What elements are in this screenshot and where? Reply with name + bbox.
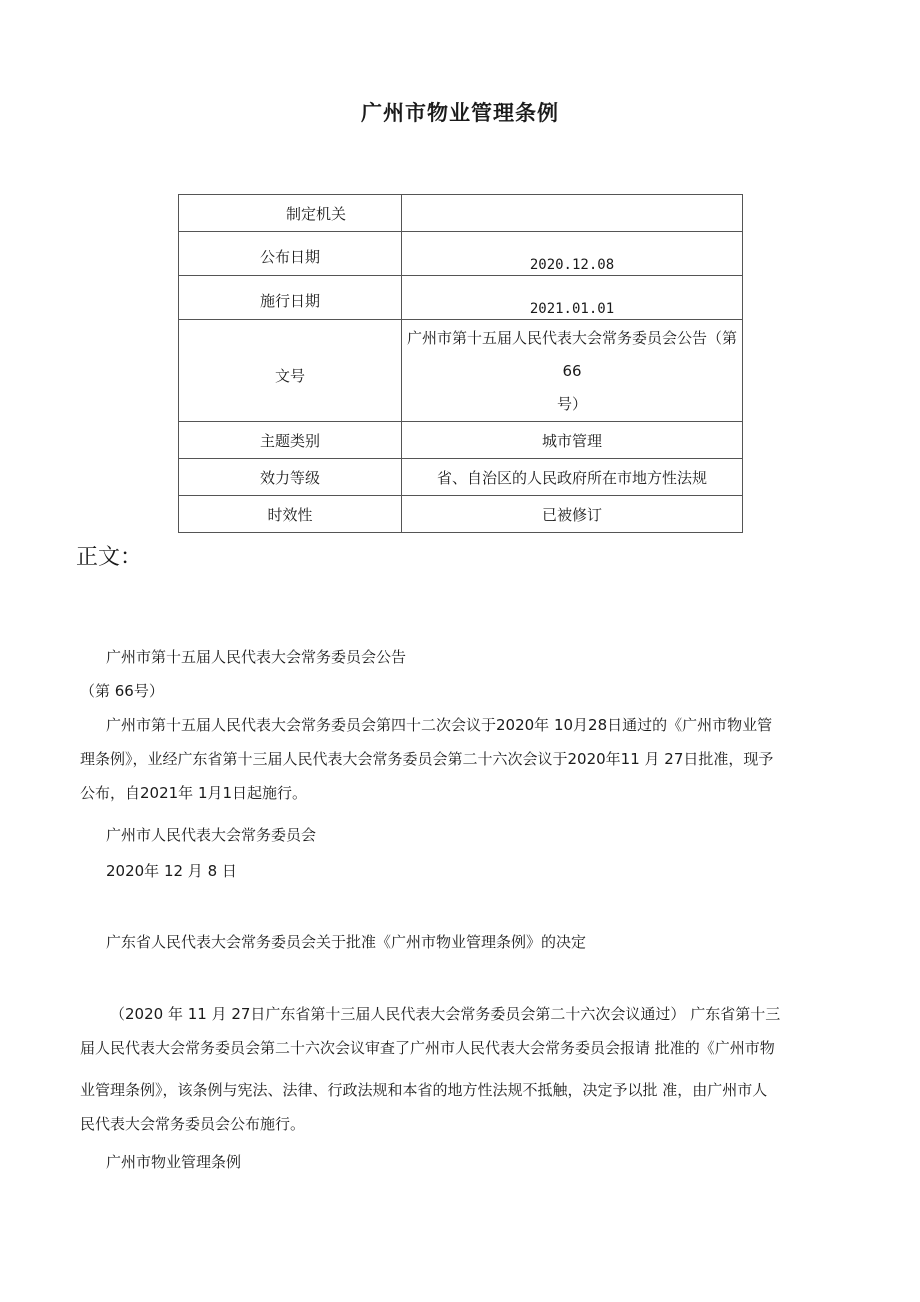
announce-text-line-2: 理条例》，业经广东省第十三届人民代表大会常务委员会第二十六次会议于2020年11 月 27日批准，现予 [80, 750, 774, 768]
topic-label: 主题类别 [179, 422, 402, 459]
doc-no-value-line-2: 号） [556, 395, 587, 413]
meta-row-status [179, 496, 743, 533]
issuer: 广州市人民代表大会常务委员会 [106, 826, 317, 844]
decision-text-line-2: 届人民代表大会常务委员会第二十六次会议审查了广州市人民代表大会常务委员会报请 批准的《广州市物 [80, 1039, 775, 1057]
decision-text-line-1: （2020 年 11 月 27日广东省第十三届人民代表大会常务委员会第二十六次会议通过） 广东省第十三 [110, 1005, 781, 1023]
doc-no-value [402, 320, 743, 422]
authority-label: 制定机关 [179, 195, 402, 232]
announce-text-line-3: 公布，自2021年 1月1日起施行。 [80, 784, 308, 802]
meta-row-eff-date [179, 276, 743, 320]
announce-title: 广州市第十五届人民代表大会常务委员会公告 [106, 648, 407, 666]
issue-date: 2020年 12 月 8 日 [106, 862, 237, 880]
level-label: 效力等级 [179, 459, 402, 496]
doc-no-value-line-1: 广州市第十五届人民代表大会常务委员会公告（第66 [406, 329, 737, 380]
regulation-title: 广州市物业管理条例 [106, 1153, 242, 1171]
meta-row-authority [179, 195, 743, 232]
level-value: 省、自治区的人民政府所在市地方性法规 [402, 459, 743, 496]
status-label: 时效性 [179, 496, 402, 533]
topic-value: 城市管理 [402, 422, 743, 459]
decision-text-line-4: 民代表大会常务委员会公布施行。 [80, 1115, 306, 1133]
decision-text-line-3: 业管理条例》，该条例与宪法、法律、行政法规和本省的地方性法规不抵触，决定予以批 准，由广州市人 [80, 1081, 768, 1099]
decision-title: 广东省人民代表大会常务委员会关于批准《广州市物业管理条例》的决定 [106, 933, 587, 951]
meta-row-doc-no [179, 320, 743, 422]
metadata-table [178, 194, 743, 533]
authority-value [402, 195, 743, 232]
meta-row-topic [179, 422, 743, 459]
eff-date-label: 施行日期 [179, 276, 402, 320]
document-title: 广州市物业管理条例 [361, 101, 559, 125]
eff-date-value: 2021.01.01 [402, 276, 743, 320]
pub-date-label: 公布日期 [179, 232, 402, 276]
meta-row-level [179, 459, 743, 496]
announce-number: （第 66号） [80, 682, 164, 700]
body-heading: 正文： [76, 545, 143, 570]
doc-no-label: 文号 [179, 320, 402, 422]
pub-date-value: 2020.12.08 [402, 232, 743, 276]
status-value: 已被修订 [402, 496, 743, 533]
meta-row-pub-date [179, 232, 743, 276]
announce-text-line-1: 广州市第十五届人民代表大会常务委员会第四十二次会议于2020年 10月28日通过的《广州市物业管 [106, 716, 773, 734]
